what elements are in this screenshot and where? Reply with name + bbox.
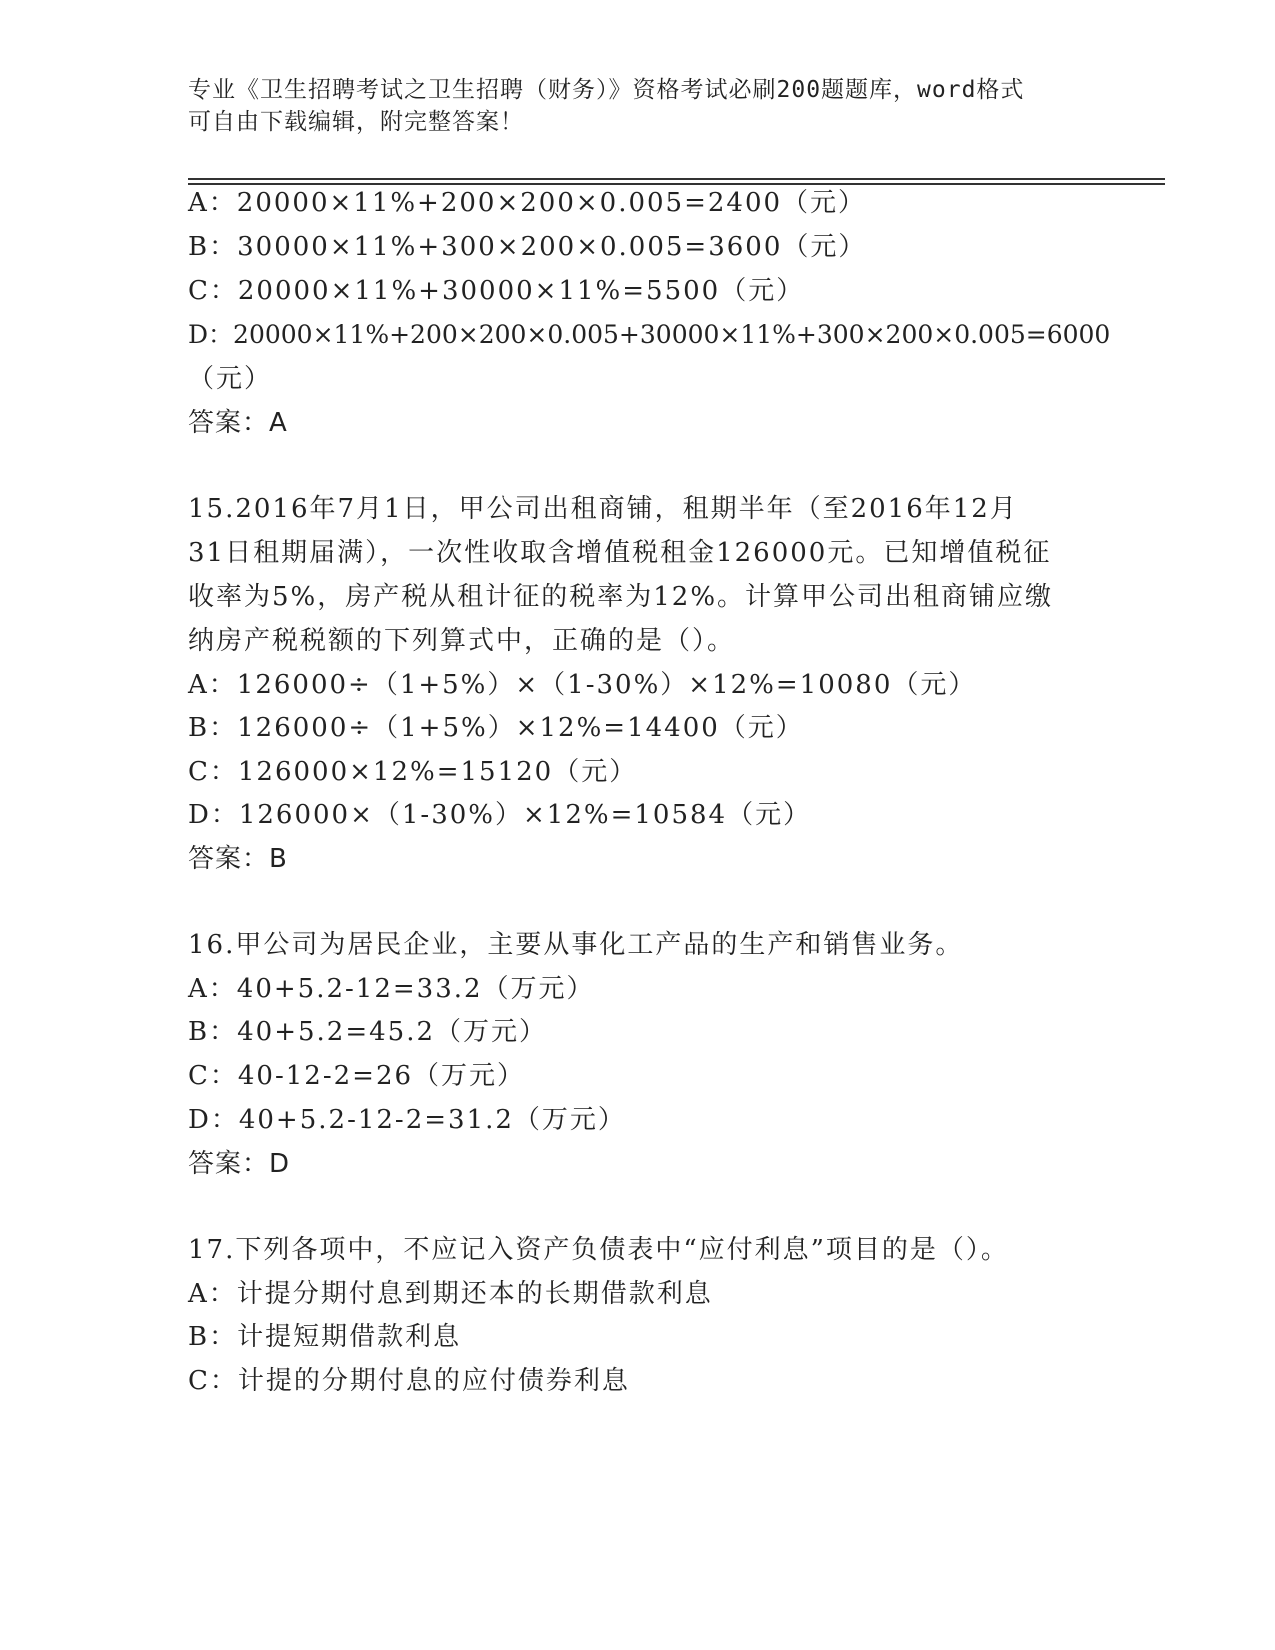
q15-option-d: D：126000×（1-30%）×12%=10584（元） <box>188 800 812 830</box>
q17-option-a: A：计提分期付息到期还本的长期借款利息 <box>188 1279 713 1309</box>
q15-stem-line-2: 31日租期届满），一次性收取含增值税租金126000元。已知增值税征 <box>188 538 1052 568</box>
q14-option-b: B：30000×11%+300×200×0.005=3600（元） <box>188 232 867 262</box>
header-line-1: 专业《卫生招聘考试之卫生招聘（财务）》资格考试必刷200题题库，word格式 <box>188 77 1025 103</box>
q14-option-a: A：20000×11%+200×200×0.005=2400（元） <box>188 188 867 218</box>
q15-option-a: A：126000÷（1+5%）×（1-30%）×12%=10080（元） <box>188 670 977 700</box>
q16-option-c: C：40-12-2=26（万元） <box>188 1061 526 1091</box>
q16-option-d: D：40+5.2-12-2=31.2（万元） <box>188 1105 626 1135</box>
header-line-2: 可自由下载编辑，附完整答案！ <box>188 109 524 135</box>
q15-stem-line-3: 收率为5%，房产税从租计征的税率为12%。计算甲公司出租商铺应缴 <box>188 582 1054 612</box>
q15-option-b: B：126000÷（1+5%）×12%=14400（元） <box>188 713 804 743</box>
header-divider-bottom <box>188 183 1165 185</box>
q15-stem-line-1: 15.2016年7月1日，甲公司出租商铺，租期半年（至2016年12月 <box>188 494 1018 524</box>
q14-option-d: D：20000×11%+200×200×0.005+30000×11%+300×200×0.005=6000 <box>188 320 1111 349</box>
q16-stem: 16.甲公司为居民企业，主要从事化工产品的生产和销售业务。 <box>188 930 964 960</box>
q17-stem: 17.下列各项中，不应记入资产负债表中“应付利息”项目的是（）。 <box>188 1235 1009 1265</box>
q15-option-c: C：126000×12%=15120（元） <box>188 757 638 787</box>
q17-option-b: B：计提短期借款利息 <box>188 1322 462 1352</box>
q14-answer: 答案：A <box>188 408 288 438</box>
document-header <box>188 74 1088 138</box>
q16-option-b: B：40+5.2=45.2（万元） <box>188 1017 548 1047</box>
q17-option-c: C：计提的分期付息的应付债券利息 <box>188 1366 630 1396</box>
q15-stem-line-4: 纳房产税税额的下列算式中，正确的是（）。 <box>188 626 736 656</box>
q16-option-a: A：40+5.2-12=33.2（万元） <box>188 974 595 1004</box>
q14-option-c: C：20000×11%+30000×11%=5500（元） <box>188 276 805 306</box>
q14-option-d-continued: （元） <box>188 364 273 394</box>
q16-answer: 答案：D <box>188 1149 291 1179</box>
q15-answer: 答案：B <box>188 844 288 874</box>
header-divider-top <box>188 178 1165 180</box>
